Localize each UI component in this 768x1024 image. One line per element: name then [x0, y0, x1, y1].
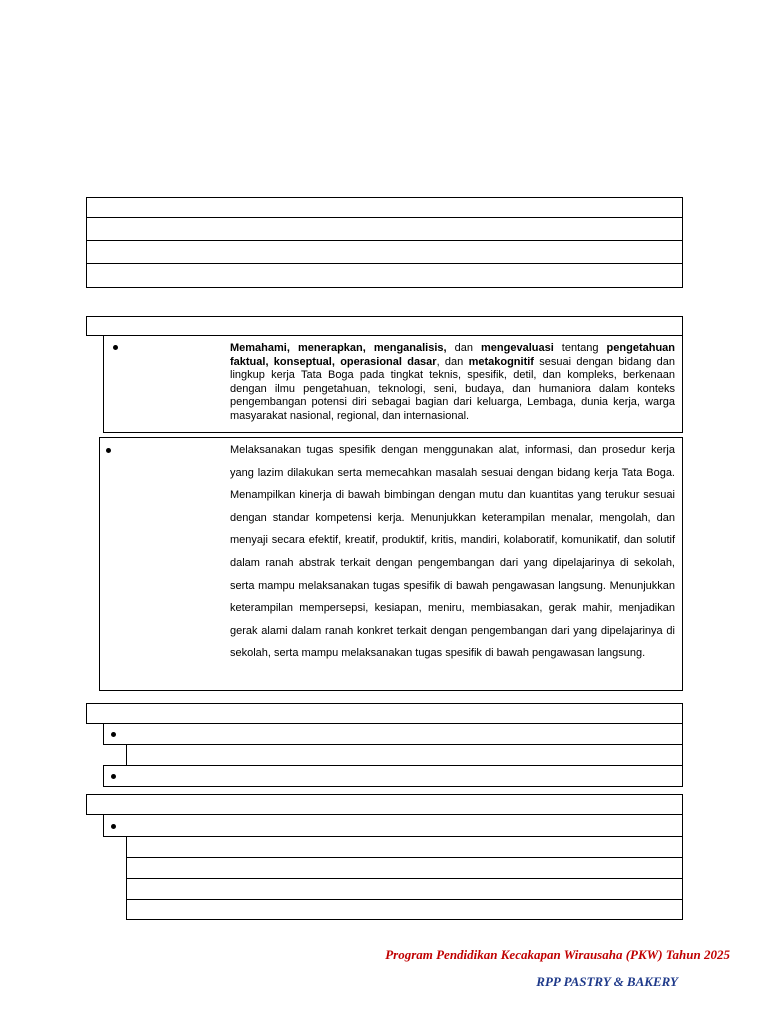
list-subrow: [126, 836, 683, 858]
list-subrow: [126, 857, 683, 879]
bullet-marker: [111, 774, 116, 779]
section-header-1: [86, 316, 683, 336]
list-subrow: [126, 878, 683, 900]
identity-row-1: [86, 197, 683, 218]
list-subrow: [126, 744, 683, 766]
identity-row-3: [86, 240, 683, 264]
footer-program-title: Program Pendidikan Kecakapan Wirausaha (PKW) Tahun 2025: [385, 947, 730, 962]
bullet-marker: [111, 732, 116, 737]
identity-row-2: [86, 217, 683, 241]
identity-row-4: [86, 263, 683, 288]
bullet-marker: [113, 345, 118, 350]
section-header-3: [86, 794, 683, 815]
list-row: [103, 765, 683, 787]
list-row: [103, 814, 683, 837]
bullet-marker: [111, 824, 116, 829]
list-subrow: [126, 899, 683, 920]
knowledge-paragraph: Memahami, menerapkan, menganalisis, dan mengevaluasi tentang pengetahuan faktual, konseptual, operasional dasar, dan metakognitif sesuai dengan bidang dan lingkup kerja Tata Boga pada tingkat teknis, spesifik, detil, dan kompleks, berkenaan dengan ilmu pengetahuan, teknologi, seni, budaya, dan humaniora dalam konteks pengembangan potensi diri sebagai bagian dari keluarga, Lembaga, dunia kerja, warga masyarakat nasional, regional, dan internasional.: [230, 342, 675, 422]
section-header-2: [86, 703, 683, 724]
skills-paragraph: Melaksanakan tugas spesifik dengan menggunakan alat, informasi, dan prosedur kerja yang lazim dilakukan serta memecahkan masalah sesuai dengan bidang kerja Tata Boga. Menampilkan kinerja di bawah bimbingan dengan mutu dan kuantitas yang terukur sesuai dengan standar kompetensi kerja. Menunjukkan keterampilan menalar, mengolah, dan menyaji secara efektif, kreatif, produktif, kritis, mandiri, kolaboratif, komunikatif, dan solutif dalam ranah abstrak terkait dengan pengembangan dari yang dipelajarinya di sekolah, serta mampu melaksanakan tugas spesifik di bawah pengawasan langsung. Menunjukkan keterampilan mempersepsi, kesiapan, meniru, membiasakan, gerak mahir, menjadikan gerak alami dalam ranah konkret terkait dengan pengembangan dari yang dipelajarinya di sekolah, serta mampu melaksanakan tugas spesifik di bawah pengawasan langsung.: [230, 444, 675, 660]
list-row: [103, 723, 683, 745]
footer-rpp-title: RPP PASTRY & BAKERY: [536, 974, 678, 989]
bullet-marker: [106, 448, 111, 453]
